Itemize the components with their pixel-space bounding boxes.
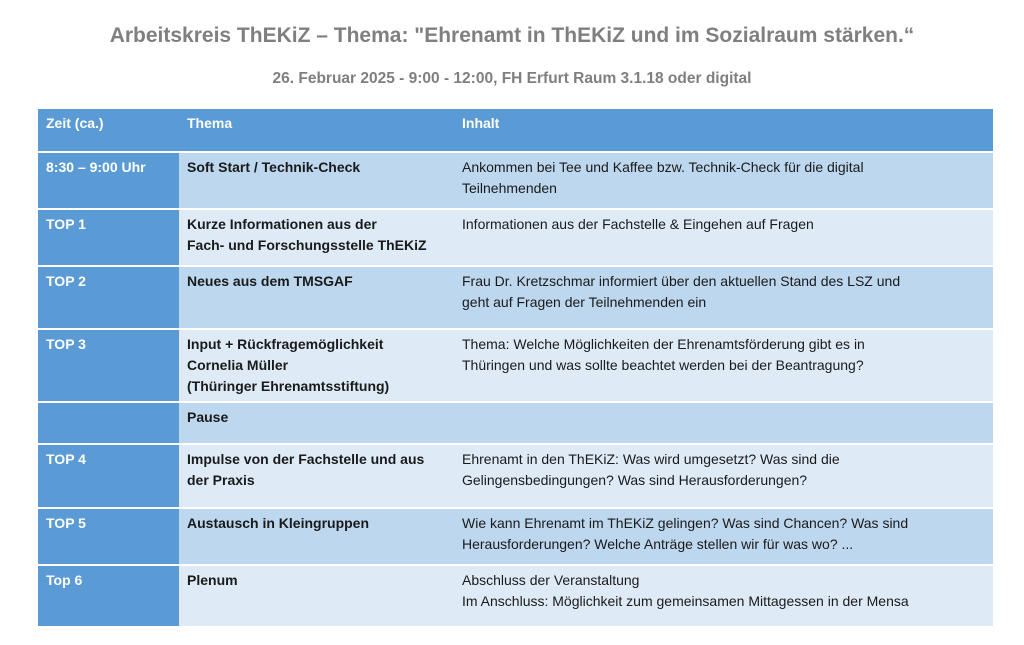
cell-inhalt — [454, 152, 993, 209]
cell-zeit: 8:30 – 9:00 Uhr — [38, 152, 179, 209]
inhalt-line: Teilnehmenden — [462, 180, 557, 196]
thema-line: Kurze Informationen aus der — [187, 216, 377, 232]
cell-zeit: TOP 3 — [38, 329, 179, 402]
table-row — [38, 209, 993, 266]
cell-inhalt — [454, 444, 993, 508]
cell-inhalt — [454, 329, 993, 402]
table-row — [38, 402, 993, 444]
column-header-thema: Thema — [179, 109, 454, 152]
inhalt-line: Gelingensbedingungen? Was sind Herausforderungen? — [462, 472, 808, 488]
page-title: Arbeitskreis ThEKiZ – Thema: "Ehrenamt in ThEKiZ und im Sozialraum stärken.“ — [109, 24, 915, 47]
inhalt-line: Frau Dr. Kretzschmar informiert über den aktuellen Stand des LSZ und — [462, 273, 901, 289]
table-row — [38, 444, 993, 508]
thema-line: Input + Rückfragemöglichkeit — [187, 336, 384, 352]
thema-line: Pause — [187, 409, 229, 425]
thema-line: Neues aus dem TMSGAF — [187, 273, 353, 289]
cell-inhalt — [454, 508, 993, 565]
thema-line: Plenum — [187, 572, 238, 588]
table-row — [38, 329, 993, 402]
cell-inhalt — [454, 209, 993, 266]
cell-zeit: Top 6 — [38, 565, 179, 627]
inhalt-line: Informationen aus der Fachstelle & Eingehen auf Fragen — [462, 216, 814, 232]
thema-line: der Praxis — [187, 472, 255, 488]
table-row — [38, 565, 993, 627]
inhalt-line: Thema: Welche Möglichkeiten der Ehrenamtsförderung gibt es in — [462, 336, 865, 352]
cell-thema — [179, 329, 454, 402]
thema-line: (Thüringer Ehrenamtsstiftung) — [187, 378, 390, 394]
inhalt-line: Wie kann Ehrenamt im ThEKiZ gelingen? Was sind Chancen? Was sind — [462, 515, 909, 531]
cell-inhalt — [454, 402, 993, 444]
cell-zeit: TOP 4 — [38, 444, 179, 508]
inhalt-line: Thüringen und was sollte beachtet werden bei der Beantragung? — [462, 357, 864, 373]
inhalt-line: Ehrenamt in den ThEKiZ: Was wird umgesetzt? Was sind die — [462, 451, 840, 467]
column-header-inhalt: Inhalt — [454, 109, 993, 152]
cell-zeit: TOP 1 — [38, 209, 179, 266]
cell-thema — [179, 402, 454, 444]
inhalt-line: Im Anschluss: Möglichkeit zum gemeinsamen Mittagessen in der Mensa — [462, 593, 909, 609]
cell-zeit — [38, 402, 179, 444]
inhalt-line: Herausforderungen? Welche Anträge stellen wir für was wo? ... — [462, 536, 854, 552]
table-row — [38, 152, 993, 209]
cell-thema — [179, 444, 454, 508]
inhalt-line: Abschluss der Veranstaltung — [462, 572, 640, 588]
table-row — [38, 266, 993, 329]
cell-thema — [179, 266, 454, 329]
cell-inhalt — [454, 266, 993, 329]
inhalt-line: geht auf Fragen der Teilnehmenden ein — [462, 294, 707, 310]
cell-inhalt — [454, 565, 993, 627]
cell-zeit: TOP 2 — [38, 266, 179, 329]
agenda-table — [38, 109, 993, 628]
column-header-zeit: Zeit (ca.) — [38, 109, 179, 152]
table-header-row — [38, 109, 993, 152]
inhalt-line: Ankommen bei Tee und Kaffee bzw. Technik-Check für die digital — [462, 159, 864, 175]
page-subtitle: 26. Februar 2025 - 9:00 - 12:00, FH Erfurt Raum 3.1.18 oder digital — [272, 70, 752, 87]
cell-thema — [179, 508, 454, 565]
thema-line: Cornelia Müller — [187, 357, 289, 373]
thema-line: Soft Start / Technik-Check — [187, 159, 361, 175]
agenda-body — [38, 152, 993, 627]
cell-thema — [179, 565, 454, 627]
thema-line: Austausch in Kleingruppen — [187, 515, 370, 531]
thema-line: Impulse von der Fachstelle und aus — [187, 451, 425, 467]
thema-line: Fach- und Forschungsstelle ThEKiZ — [187, 237, 427, 253]
table-row — [38, 508, 993, 565]
cell-thema — [179, 152, 454, 209]
cell-thema — [179, 209, 454, 266]
cell-zeit: TOP 5 — [38, 508, 179, 565]
